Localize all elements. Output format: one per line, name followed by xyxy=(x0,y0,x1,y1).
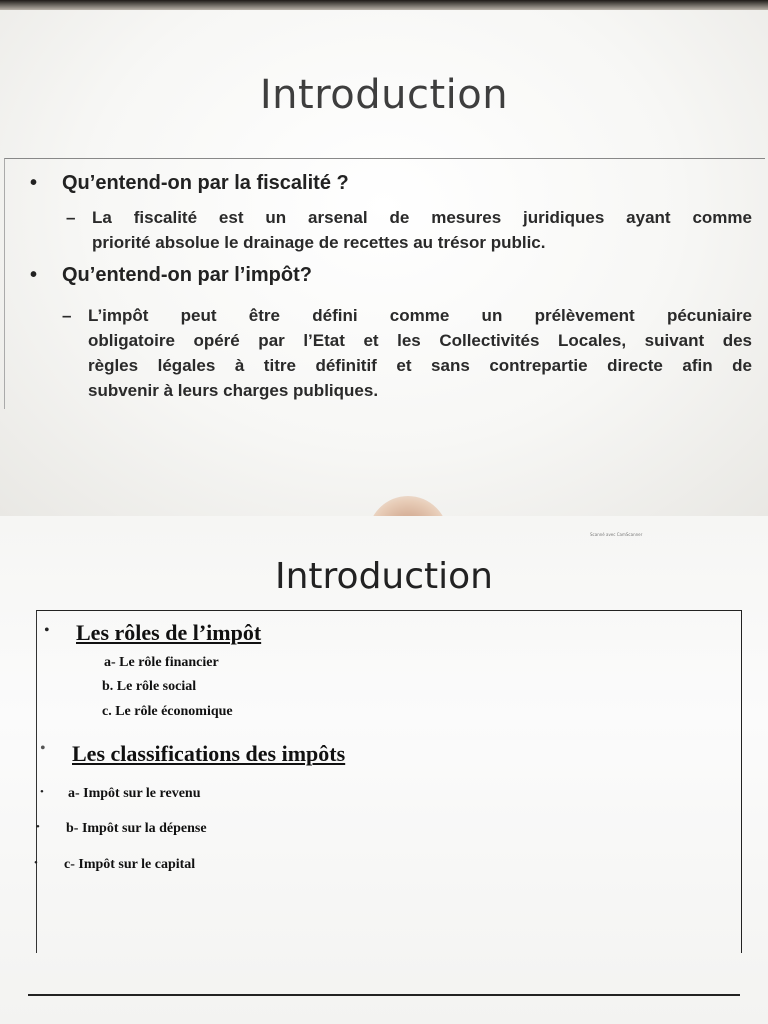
bottom-rule xyxy=(28,994,740,996)
role-item: b. Le rôle social xyxy=(102,679,197,694)
question-text: Qu’entend-on par la fiscalité ? xyxy=(62,172,349,194)
answer-fiscalite xyxy=(66,205,752,255)
role-item: a- Le rôle financier xyxy=(104,655,219,670)
question-impot xyxy=(30,264,312,287)
bullet-icon: • xyxy=(30,264,38,286)
dash-icon: – xyxy=(62,306,72,325)
dash-icon: – xyxy=(66,208,76,227)
role-item: c. Le rôle économique xyxy=(102,704,233,719)
class-item: a- Impôt sur le revenu xyxy=(68,786,201,801)
answer-line: obligatoire opéré par l’Etat et les Collectivités Locales, suivant des xyxy=(88,331,752,350)
bullet-icon: • xyxy=(40,786,44,798)
bullet-icon: • xyxy=(44,622,50,639)
class-item: b- Impôt sur la dépense xyxy=(66,821,207,836)
bullet-icon: • xyxy=(36,821,40,833)
section-roles: Les rôles de l’impôt xyxy=(76,620,262,645)
question-text: Qu’entend-on par l’impôt? xyxy=(62,264,312,286)
scan-watermark: Scanné avec CamScanner xyxy=(590,532,643,537)
answer-line: priorité absolue le drainage de recettes au trésor public. xyxy=(92,233,546,252)
class-item: c- Impôt sur le capital xyxy=(64,857,196,872)
answer-line: L’impôt peut être défini comme un prélèvement pécuniaire xyxy=(88,306,752,325)
answer-line: règles légales à titre définitif et sans contrepartie directe afin de xyxy=(88,356,752,375)
answer-impot xyxy=(62,303,752,403)
slide2-title: Introduction xyxy=(274,556,493,597)
answer-line: La fiscalité est un arsenal de mesures juridiques ayant comme xyxy=(92,208,752,227)
answer-line: subvenir à leurs charges publiques. xyxy=(88,381,379,400)
finger-shadow xyxy=(368,496,448,516)
photo-edge xyxy=(0,0,768,10)
bullet-icon: • xyxy=(40,740,46,757)
bullet-icon: • xyxy=(34,857,38,869)
question-fiscalite xyxy=(30,172,349,195)
section-classifications: Les classifications des impôts xyxy=(72,741,346,766)
slide1-title: Introduction xyxy=(259,72,509,118)
bullet-icon: • xyxy=(30,172,38,194)
